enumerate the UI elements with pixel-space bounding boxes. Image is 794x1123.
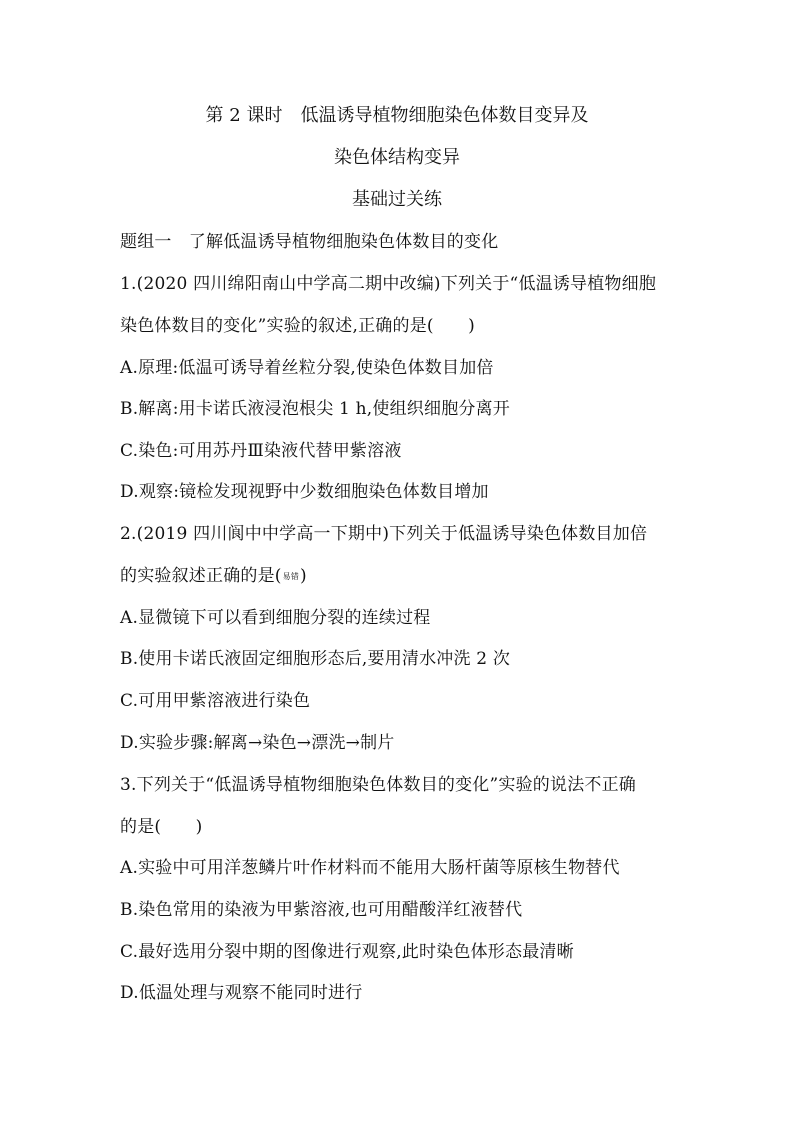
question-2-option-a: A.显微镜下可以看到细胞分裂的连续过程 — [120, 608, 431, 628]
question-1-stem: 1.(2020 四川绵阳南山中学高二期中改编)下列关于“低温诱导植物细胞 — [120, 274, 657, 294]
question-3-option-a: A.实验中可用洋葱鳞片叶作材料而不能用大肠杆菌等原核生物替代 — [120, 858, 620, 878]
question-3-option-c: C.最好选用分裂中期的图像进行观察,此时染色体形态最清晰 — [120, 942, 574, 962]
question-3-option-d: D.低温处理与观察不能同时进行 — [120, 983, 363, 1003]
question-2-stem: 2.(2019 四川阆中中学高一下期中)下列关于低温诱导染色体数目加倍 — [120, 524, 648, 544]
question-group-title: 题组一 了解低温诱导植物细胞染色体数目的变化 — [120, 232, 499, 252]
lesson-title-continued: 染色体结构变异 — [334, 147, 460, 168]
lesson-title: 第 2 课时 低温诱导植物细胞染色体数目变异及 — [205, 105, 589, 126]
section-subtitle: 基础过关练 — [352, 189, 442, 210]
question-2-stem-prefix: 的实验叙述正确的是( — [120, 566, 282, 586]
question-2-option-c: C.可用甲紫溶液进行染色 — [120, 691, 311, 711]
question-3-stem-continued: 的是( ) — [120, 817, 203, 837]
question-1-option-a: A.原理:低温可诱导着丝粒分裂,使染色体数目加倍 — [120, 358, 494, 378]
question-1-option-d: D.观察:镜检发现视野中少数细胞染色体数目增加 — [120, 482, 489, 502]
question-1-option-c: C.染色:可用苏丹Ⅲ染液代替甲紫溶液 — [120, 441, 402, 461]
question-2-option-b: B.使用卡诺氏液固定细胞形态后,要用清水冲洗 2 次 — [120, 649, 511, 669]
question-3-stem: 3.下列关于“低温诱导植物细胞染色体数目的变化”实验的说法不正确 — [120, 775, 637, 795]
question-1-option-b: B.解离:用卡诺氏液浸泡根尖 1 h,使组织细胞分离开 — [120, 399, 510, 419]
error-prone-note: 易错 — [282, 571, 300, 581]
question-1-stem-continued: 染色体数目的变化”实验的叙述,正确的是( ) — [120, 316, 475, 336]
question-3-option-b: B.染色常用的染液为甲紫溶液,也可用醋酸洋红液替代 — [120, 900, 523, 920]
question-2-option-d: D.实验步骤:解离→染色→漂洗→制片 — [120, 733, 395, 753]
question-2-stem-continued — [120, 564, 680, 589]
question-2-stem-suffix: ) — [300, 566, 307, 586]
